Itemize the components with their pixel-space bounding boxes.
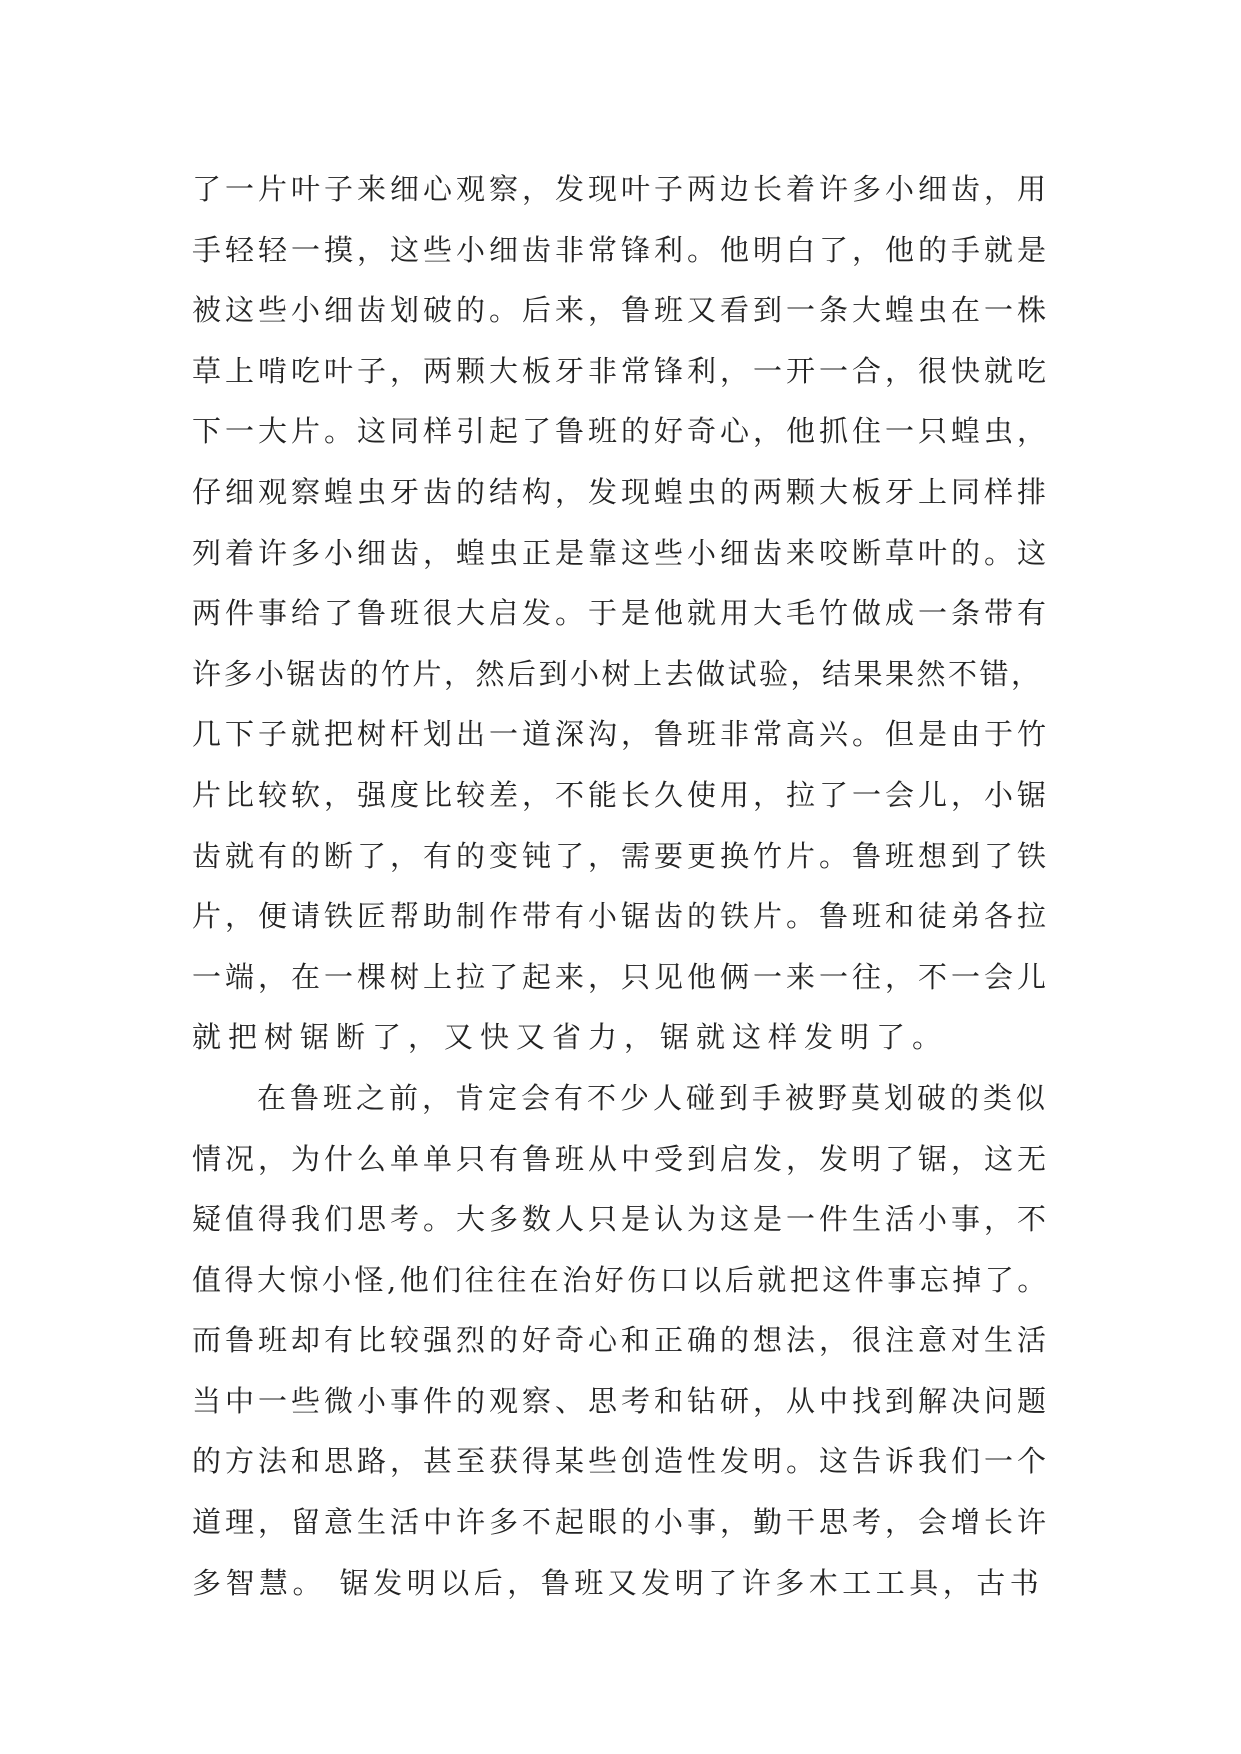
text-line: 的方法和思路，甚至获得某些创造性发明。这告诉我们一个 [192,1444,1051,1479]
text-line: 情况，为什么单单只有鲁班从中受到启发，发明了锯，这无 [192,1141,1051,1176]
text-line: 一端，在一棵树上拉了起来，只见他俩一来一往，不一会儿 [192,959,1051,994]
paragraph-start-line: 在鲁班之前，肯定会有不少人碰到手被野莫划破的类似 [257,1080,1050,1115]
text-line: 草上啃吃叶子，两颗大板牙非常锋利，一开一合，很快就吃 [192,353,1051,388]
text-line: 片比较软，强度比较差，不能长久使用，拉了一会儿，小锯 [192,777,1051,812]
text-line: 当中一些微小事件的观察、思考和钻研，从中找到解决问题 [192,1383,1051,1418]
text-line: 道理，留意生活中许多不起眼的小事，勤干思考，会增长许 [192,1505,1051,1540]
text-line: 了一片叶子来细心观察，发现叶子两边长着许多小细齿，用 [192,172,1051,206]
text-line: 疑值得我们思考。大多数人只是认为这是一件生活小事，不 [192,1202,1051,1237]
text-line: 值得大惊小怪,他们往往在治好伤口以后就把这件事忘掉了。 [192,1262,1050,1297]
text-line: 多智慧。 锯发明以后，鲁班又发明了许多木工工具，古书 [192,1565,1044,1600]
text-line: 齿就有的断了，有的变钝了，需要更换竹片。鲁班想到了铁 [192,838,1051,873]
text-line: 就把树锯断了，又快又省力，锯就这样发明了。 [192,1020,949,1055]
text-line: 列着许多小细齿，蝗虫正是靠这些小细齿来咬断草叶的。这 [192,535,1051,570]
text-line: 两件事给了鲁班很大启发。于是他就用大毛竹做成一条带有 [192,596,1051,631]
text-line: 手轻轻一摸，这些小细齿非常锋利。他明白了，他的手就是 [192,232,1051,267]
text-line: 几下子就把树杆划出一道深沟，鲁班非常高兴。但是由于竹 [192,717,1051,752]
text-line: 被这些小细齿划破的。后来，鲁班又看到一条大蝗虫在一株 [192,293,1051,328]
text-line: 而鲁班却有比较强烈的好奇心和正确的想法，很注意对生活 [192,1323,1051,1358]
text-line: 仔细观察蝗虫牙齿的结构，发现蝗虫的两颗大板牙上同样排 [192,474,1051,509]
text-line: 片，便请铁匠帮助制作带有小锯齿的铁片。鲁班和徒弟各拉 [192,899,1051,934]
text-line: 许多小锯齿的竹片，然后到小树上去做试验，结果果然不错， [192,656,1043,691]
text-line: 下一大片。这同样引起了鲁班的好奇心，他抓住一只蝗虫， [192,414,1051,449]
body-text [192,159,1052,1613]
